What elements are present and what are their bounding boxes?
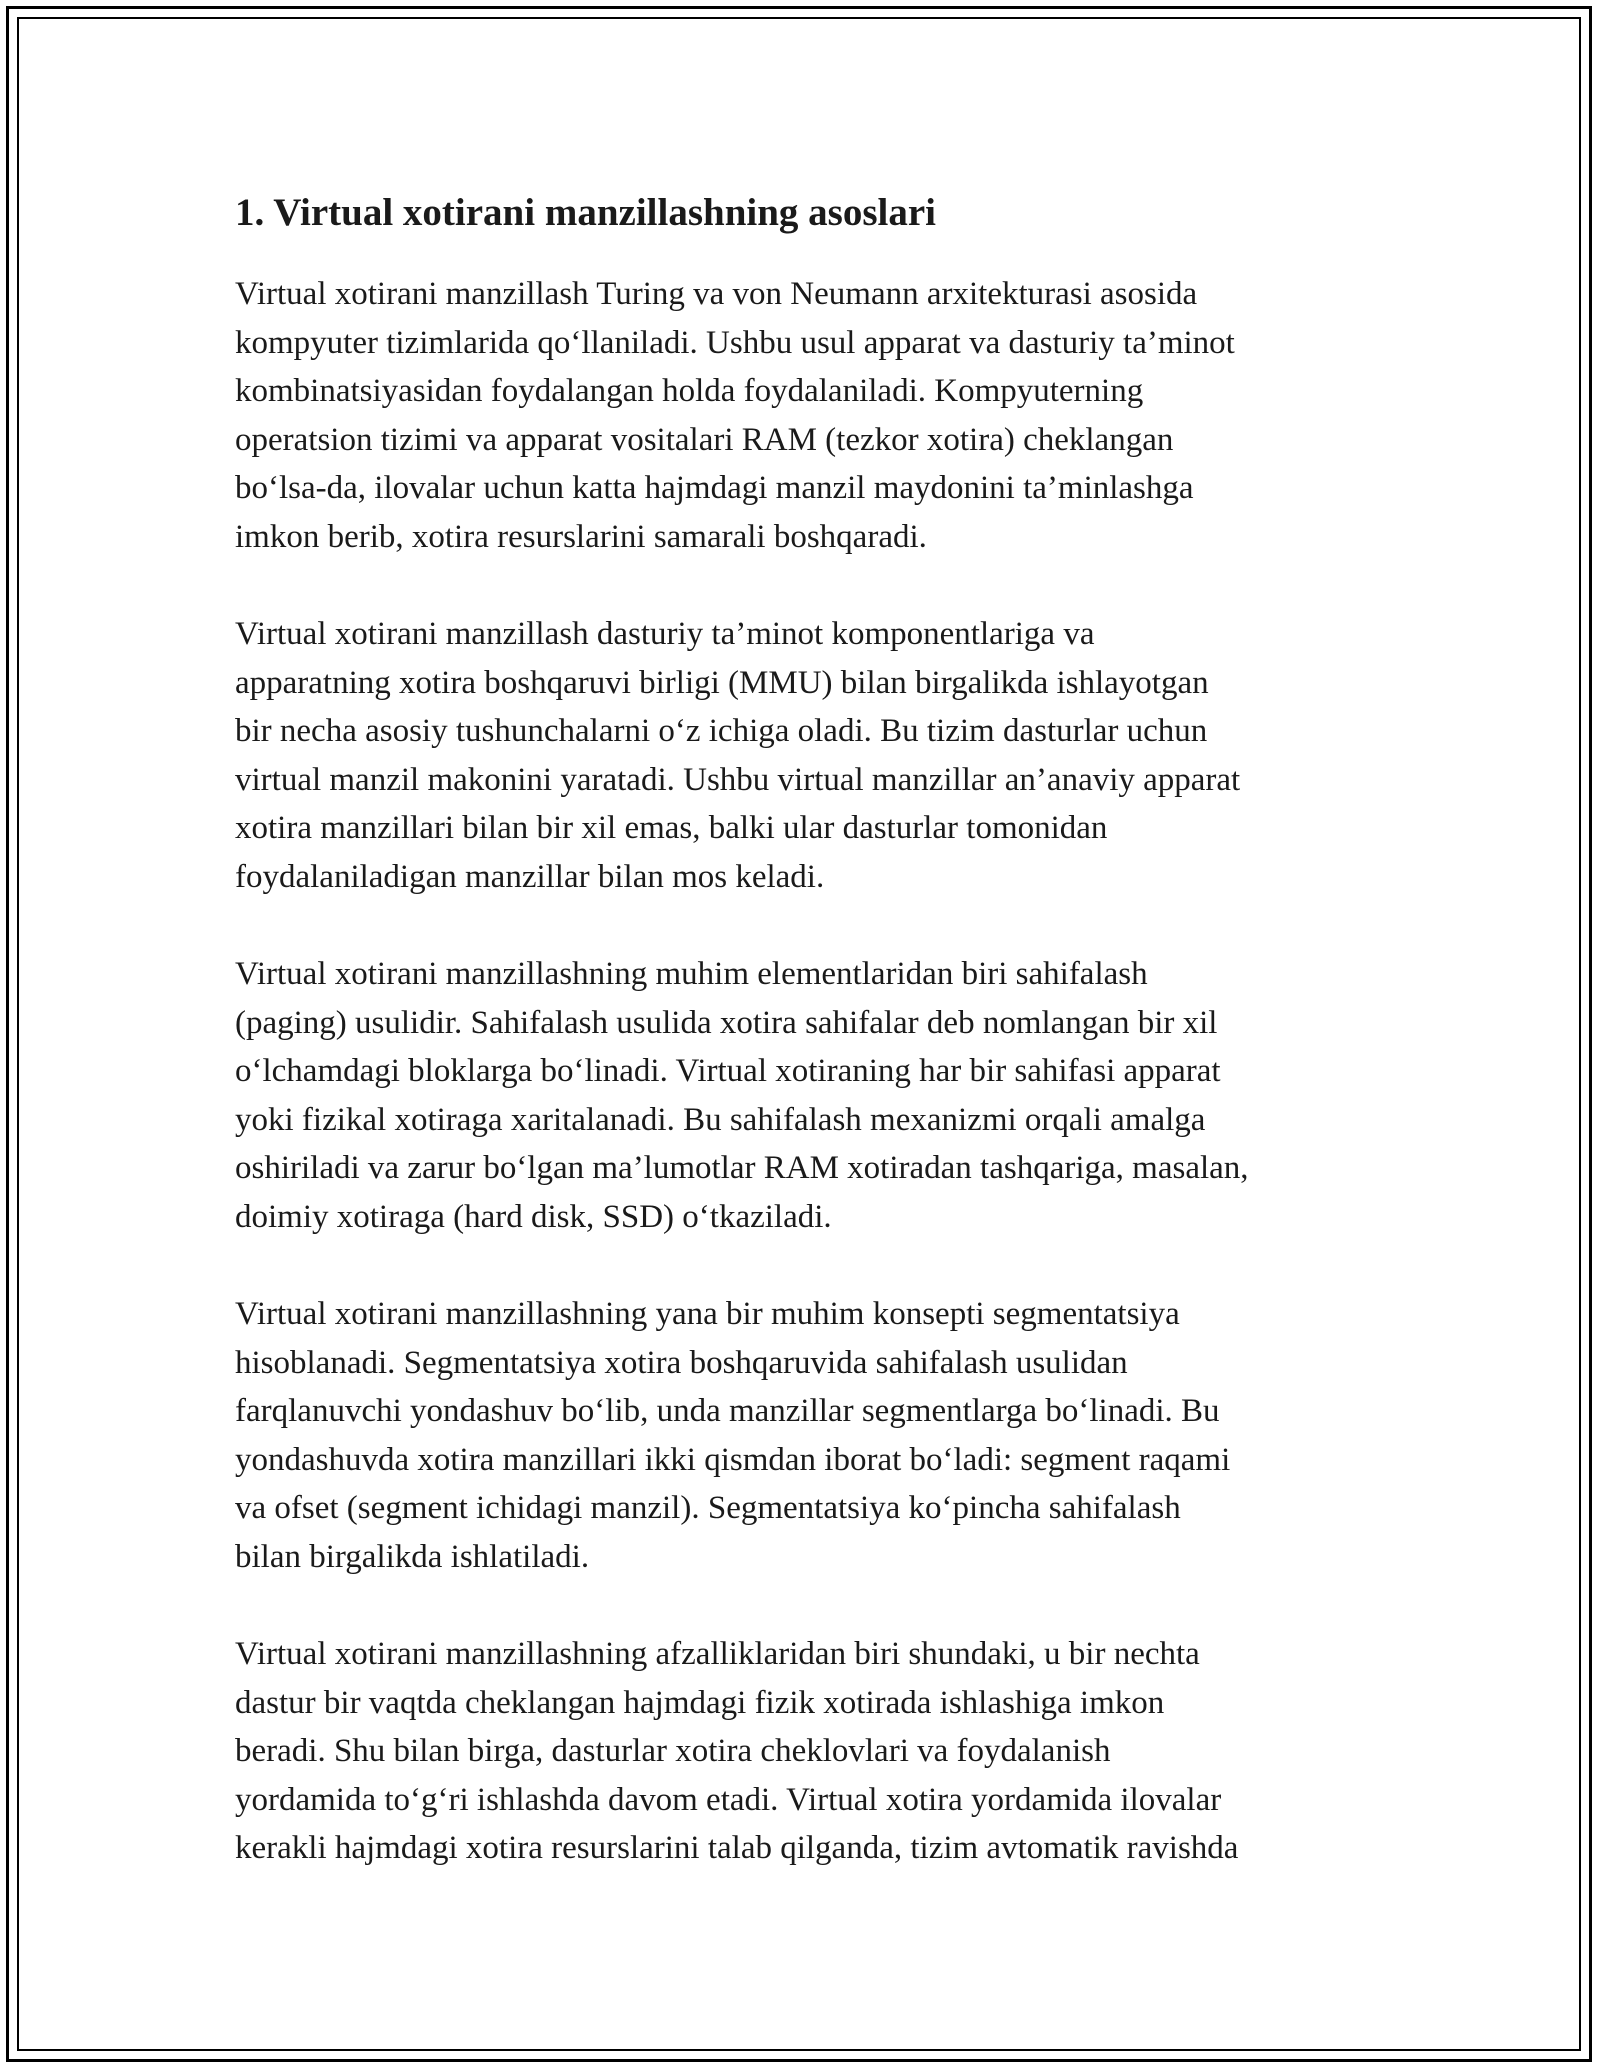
paragraph-3 (235, 950, 1375, 1241)
text-line: apparatning xotira boshqaruvi birligi (MMU) bilan birgalikda ishlayotgan (235, 664, 1209, 701)
text-line: farqlanuvchi yondashuv bo‘lib, unda manzillar segmentlarga bo‘linadi. Bu (235, 1393, 1220, 1429)
text-line: kerakli hajmdagi xotira resurslarini talab qilganda, tizim avtomatik ravishda (235, 1830, 1239, 1866)
document-body (235, 188, 1375, 1922)
text-line: va ofset (segment ichidagi manzil). Segmentatsiya ko‘pincha sahifalash (235, 1490, 1181, 1526)
text-line: Virtual xotirani manzillash dasturiy ta’minot komponentlariga va (235, 616, 1095, 652)
paragraph-2 (235, 610, 1375, 901)
section-heading: 1. Virtual xotirani manzillashning asoslari (235, 191, 936, 234)
text-line: Virtual xotirani manzillashning afzalliklaridan biri shundaki, u bir nechta (235, 1636, 1200, 1672)
text-line: yoki fizikal xotiraga xaritalanadi. Bu sahifalash mexanizmi orqali amalga (235, 1101, 1206, 1138)
text-line: foydalaniladigan manzillar bilan mos keladi. (235, 858, 825, 895)
text-line: yondashuvda xotira manzillari ikki qismdan iborat bo‘ladi: segment raqami (235, 1441, 1231, 1478)
paragraph-5 (235, 1630, 1375, 1873)
text-line: virtual manzil makonini yaratadi. Ushbu virtual manzillar an’anaviy apparat (235, 761, 1241, 798)
text-line: imkon berib, xotira resurslarini samarali boshqaradi. (235, 518, 927, 555)
text-line: dastur bir vaqtda cheklangan hajmdagi fizik xotirada ishlashiga imkon (235, 1684, 1165, 1721)
text-line: o‘lchamdagi bloklarga bo‘linadi. Virtual xotiraning har bir sahifasi apparat (235, 1053, 1221, 1089)
paragraph-4 (235, 1290, 1375, 1581)
text-line: kombinatsiyasidan foydalangan holda foydalaniladi. Kompyuterning (235, 373, 1144, 409)
text-line: bo‘lsa-da, ilovalar uchun katta hajmdagi manzil maydonini ta’minlashga (235, 470, 1194, 506)
text-line: oshiriladi va zarur bo‘lgan ma’lumotlar RAM xotiradan tashqariga, masalan, (235, 1150, 1249, 1186)
text-line: beradi. Shu bilan birga, dasturlar xotira cheklovlari va foydalanish (235, 1733, 1111, 1769)
text-line: hisoblanadi. Segmentatsiya xotira boshqaruvida sahifalash usulidan (235, 1344, 1128, 1381)
text-line: xotira manzillari bilan bir xil emas, balki ular dasturlar tomonidan (235, 810, 1108, 846)
text-line: (paging) usulidir. Sahifalash usulida xotira sahifalar deb nomlangan bir xil (235, 1004, 1218, 1041)
text-line: bilan birgalikda ishlatiladi. (235, 1538, 590, 1575)
text-line: Virtual xotirani manzillashning yana bir muhim konsepti segmentatsiya (235, 1296, 1180, 1332)
text-line: operatsion tizimi va apparat vositalari RAM (tezkor xotira) cheklangan (235, 421, 1174, 458)
text-line: kompyuter tizimlarida qo‘llaniladi. Ushbu usul apparat va dasturiy ta’minot (235, 324, 1235, 361)
text-line: yordamida to‘g‘ri ishlashda davom etadi. Virtual xotira yordamida ilovalar (235, 1781, 1222, 1818)
paragraph-1 (235, 270, 1375, 561)
text-line: bir necha asosiy tushunchalarni o‘z ichiga oladi. Bu tizim dasturlar uchun (235, 713, 1208, 749)
text-line: Virtual xotirani manzillash Turing va von Neumann arxitekturasi asosida (235, 276, 1198, 312)
text-line: Virtual xotirani manzillashning muhim elementlaridan biri sahifalash (235, 956, 1148, 992)
text-line: doimiy xotiraga (hard disk, SSD) o‘tkaziladi. (235, 1198, 832, 1235)
